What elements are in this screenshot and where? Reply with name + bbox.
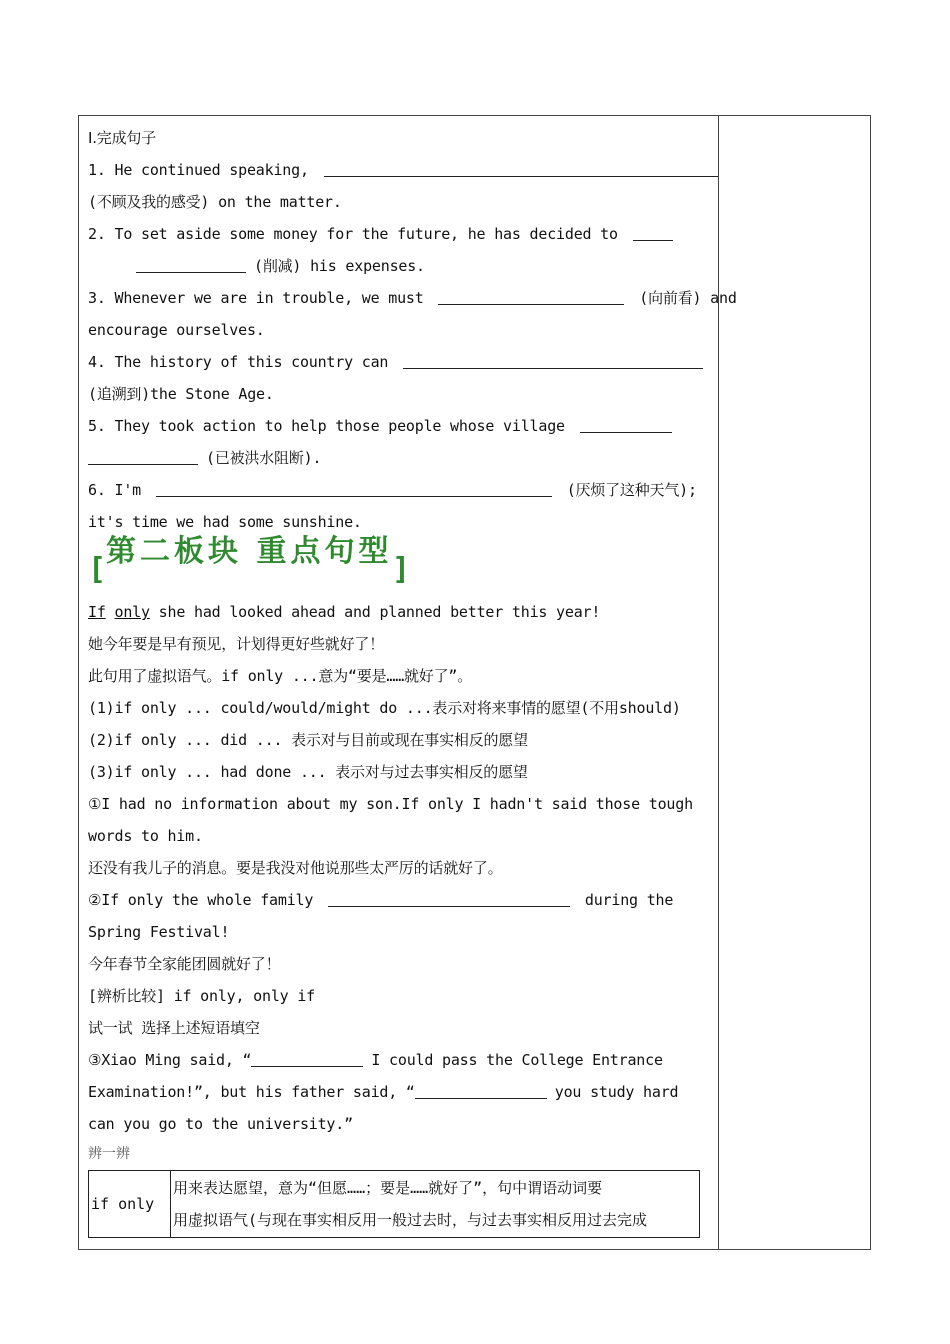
exercise-1 — [88, 154, 710, 186]
exercise-6 — [88, 474, 710, 506]
answer-blank[interactable] — [136, 254, 246, 273]
exercise-2 — [88, 218, 710, 250]
rule-2: (2)if only ... did ... 表示对与目前或现在事实相反的愿望 — [88, 731, 528, 749]
example-3-text-4: you study hard — [554, 1083, 679, 1101]
exercise-6-cont: it's time we had some sunshine. — [88, 513, 362, 531]
example-3-text: ③Xiao Ming said, “ — [88, 1051, 252, 1069]
exercise-5 — [88, 410, 710, 442]
table-row — [89, 1171, 700, 1238]
key-sentence-rest: she had looked ahead and planned better this year! — [149, 603, 601, 621]
example-3-text-2: I could pass the College Entrance — [371, 1051, 663, 1069]
exercise-2-text-2: (削减) his expenses. — [254, 257, 425, 275]
example-1: ①I had no information about my son.If only I hadn't said those tough — [88, 795, 693, 813]
example-3 — [88, 1044, 710, 1076]
table-definition — [171, 1171, 700, 1238]
answer-blank[interactable] — [324, 158, 718, 177]
answer-blank[interactable] — [88, 446, 198, 465]
exercise-4-cont: (追溯到)the Stone Age. — [88, 385, 274, 403]
worksheet-main-column — [88, 122, 737, 1238]
key-sentence — [88, 596, 710, 628]
example-2 — [88, 884, 710, 916]
exercise-4 — [88, 346, 710, 378]
try-heading: 试一试 选择上述短语填空 — [88, 1019, 260, 1037]
exercise-6-text-2: (厌烦了这种天气); — [566, 481, 697, 499]
answer-blank[interactable] — [633, 222, 673, 241]
banner-title: 第二板块 重点句型 — [106, 534, 393, 569]
table-definition-line-2: 用虚拟语气(与现在事实相反用一般过去时，与过去事实相反用过去完成 — [173, 1211, 648, 1229]
answer-blank[interactable] — [251, 1048, 363, 1067]
exercise-1-cont: (不顾及我的感受) on the matter. — [88, 193, 342, 211]
exercise-3 — [88, 282, 737, 314]
answer-blank[interactable] — [415, 1080, 547, 1099]
exercise-4-text: 4. The history of this country can — [88, 353, 389, 371]
compare-heading: [辨析比较] if only, only if — [88, 987, 315, 1005]
key-note: 此句用了虚拟语气。if only ...意为“要是……就好了”。 — [88, 667, 473, 685]
answer-blank[interactable] — [156, 478, 552, 497]
exercise-5-text-2: (已被洪水阻断). — [206, 449, 322, 467]
rule-3: (3)if only ... had done ... 表示对与过去事实相反的愿望 — [88, 763, 528, 781]
distinguish-label: 辨一辨 — [88, 1146, 130, 1162]
exercise-5-cont — [88, 442, 710, 474]
example-2-text: ②If only the whole family — [88, 891, 314, 909]
banner-bracket-close: ] — [392, 552, 411, 587]
column-divider — [718, 115, 719, 1250]
example-1-cont: words to him. — [88, 827, 203, 845]
table-term: if only — [89, 1171, 171, 1238]
example-3-text-3: Examination!”, but his father said, “ — [88, 1083, 415, 1101]
exercise-2-cont — [88, 250, 710, 282]
exercise-2-text: 2. To set aside some money for the future, he has decided to — [88, 225, 618, 243]
banner-bracket-open: [ — [88, 552, 107, 587]
example-3-cont — [88, 1076, 710, 1108]
example-3-cont-2: can you go to the university.” — [88, 1115, 353, 1133]
section-banner — [88, 534, 710, 596]
exercise-1-text: 1. He continued speaking, — [88, 161, 309, 179]
exercise-3-text-2: (向前看) and — [639, 289, 737, 307]
section-title: Ⅰ.完成句子 — [88, 129, 156, 147]
key-translation: 她今年要是早有预见，计划得更好些就好了！ — [88, 635, 385, 653]
example-2-cont: Spring Festival! — [88, 923, 230, 941]
comparison-table — [88, 1170, 700, 1238]
answer-blank[interactable] — [403, 350, 703, 369]
exercise-3-cont: encourage ourselves. — [88, 321, 265, 339]
example-2-translation: 今年春节全家能团圆就好了！ — [88, 955, 281, 973]
exercise-6-text: 6. I'm — [88, 481, 141, 499]
answer-blank[interactable] — [328, 888, 570, 907]
answer-blank[interactable] — [438, 286, 624, 305]
example-2-text-2: during the — [584, 891, 674, 909]
exercise-3-text: 3. Whenever we are in trouble, we must — [88, 289, 424, 307]
rule-1: (1)if only ... could/would/might do ...表示对将来事情的愿望(不用should) — [88, 699, 681, 717]
answer-blank[interactable] — [580, 414, 672, 433]
example-1-translation: 还没有我儿子的消息。要是我没对他说那些太严厉的话就好了。 — [88, 859, 503, 877]
table-definition-line-1: 用来表达愿望，意为“但愿……；要是……就好了”，句中谓语动词要 — [173, 1179, 603, 1197]
key-only: only — [114, 603, 150, 621]
key-if: If — [88, 603, 106, 621]
exercise-5-text: 5. They took action to help those people whose village — [88, 417, 565, 435]
